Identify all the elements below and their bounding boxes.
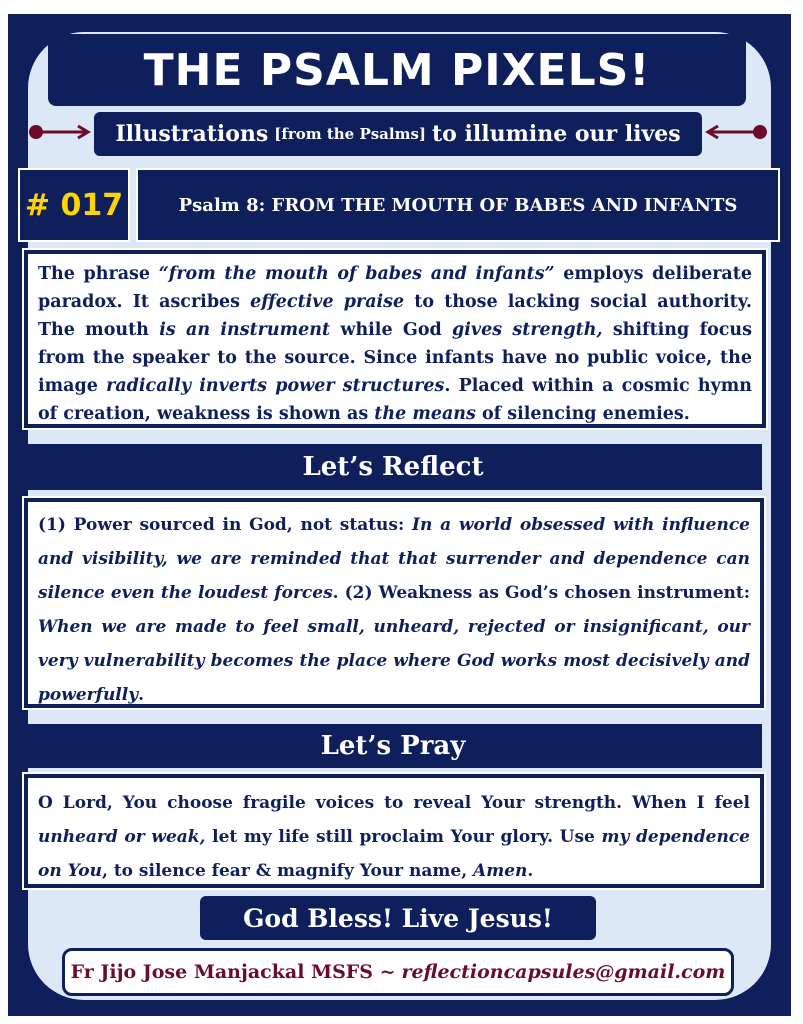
author-name: Fr Jijo Jose Manjackal MSFS ~: [70, 961, 396, 983]
intro-text: of silencing enemies.: [475, 404, 690, 424]
pray-emphasis: unheard or weak,: [38, 827, 206, 847]
intro-text: employs deliberate paradox. It ascribes: [38, 264, 752, 312]
reflect-emphasis: When we are made to feel small, unheard, rejected or insignificant, our very vulnerability becomes the place where God works most decisively and powerfully: [38, 617, 750, 705]
intro-text: to those lacking social authority. The mouth: [38, 292, 752, 340]
intro-text: while God: [330, 320, 453, 340]
psalm-title-text: Psalm 8: FROM THE MOUTH OF BABES AND INFANTS: [178, 194, 738, 216]
entry-number: [18, 168, 130, 242]
subtitle-bracket: [from the Psalms]: [274, 125, 427, 143]
pray-emphasis: Amen: [473, 861, 528, 881]
page-title: [48, 34, 746, 106]
pray-paragraph: [24, 774, 764, 888]
intro-text: . Placed within a cosmic hymn of creation, weakness is shown as: [38, 376, 752, 424]
reflect-text: .: [138, 685, 145, 705]
reflect-text: . (2) Weakness as God’s chosen instrument:: [332, 583, 750, 603]
blessing-text: God Bless! Live Jesus!: [243, 903, 553, 933]
pray-emphasis: my dependence on You: [38, 827, 750, 881]
pray-text: let my life still proclaim Your glory. Use: [205, 827, 602, 847]
pray-heading: [24, 724, 762, 768]
pray-text: O Lord, You choose fragile voices to reveal Your strength. When I feel: [38, 793, 750, 813]
intro-paragraph: [24, 250, 766, 428]
entry-number-text: # 017: [24, 187, 124, 223]
intro-emphasis: the means: [374, 404, 476, 424]
reflect-text: (1) Power sourced in God, not status:: [38, 515, 413, 535]
intro-emphasis: effective praise: [250, 292, 405, 312]
pray-text: .: [527, 861, 534, 881]
intro-text: The phrase: [38, 264, 159, 284]
reflect-heading: [24, 444, 762, 490]
intro-text: shifting focus from the speaker to the source. Since infants have no public voice, the image: [38, 320, 752, 396]
page-title-text: THE PSALM PIXELS!: [143, 44, 651, 96]
intro-emphasis: is an instrument: [159, 320, 331, 340]
psalm-title: [136, 168, 780, 242]
intro-emphasis: gives strength,: [452, 320, 603, 340]
intro-emphasis: “from the mouth of babes and infants”: [158, 264, 555, 284]
arrow-left-icon: [704, 122, 768, 142]
blessing-banner: [200, 896, 596, 940]
author-footer: [62, 948, 734, 996]
intro-emphasis: radically inverts power structures: [106, 376, 445, 396]
subtitle-banner: [94, 112, 702, 156]
arrow-right-icon: [28, 122, 92, 142]
subtitle-part2: to illumine our lives: [432, 121, 681, 147]
reflect-paragraph: [24, 498, 764, 708]
subtitle-part1: Illustrations: [115, 121, 269, 147]
author-email: reflectioncapsules@gmail.com: [401, 961, 726, 983]
pray-text: , to silence fear & magnify Your name,: [101, 861, 474, 881]
reflect-heading-text: Let’s Reflect: [302, 452, 484, 482]
reflect-emphasis: In a world obsessed with influence and visibility, we are reminded that that surrender and dependence can silence even the loudest forces: [38, 515, 750, 603]
pray-heading-text: Let’s Pray: [320, 731, 466, 761]
